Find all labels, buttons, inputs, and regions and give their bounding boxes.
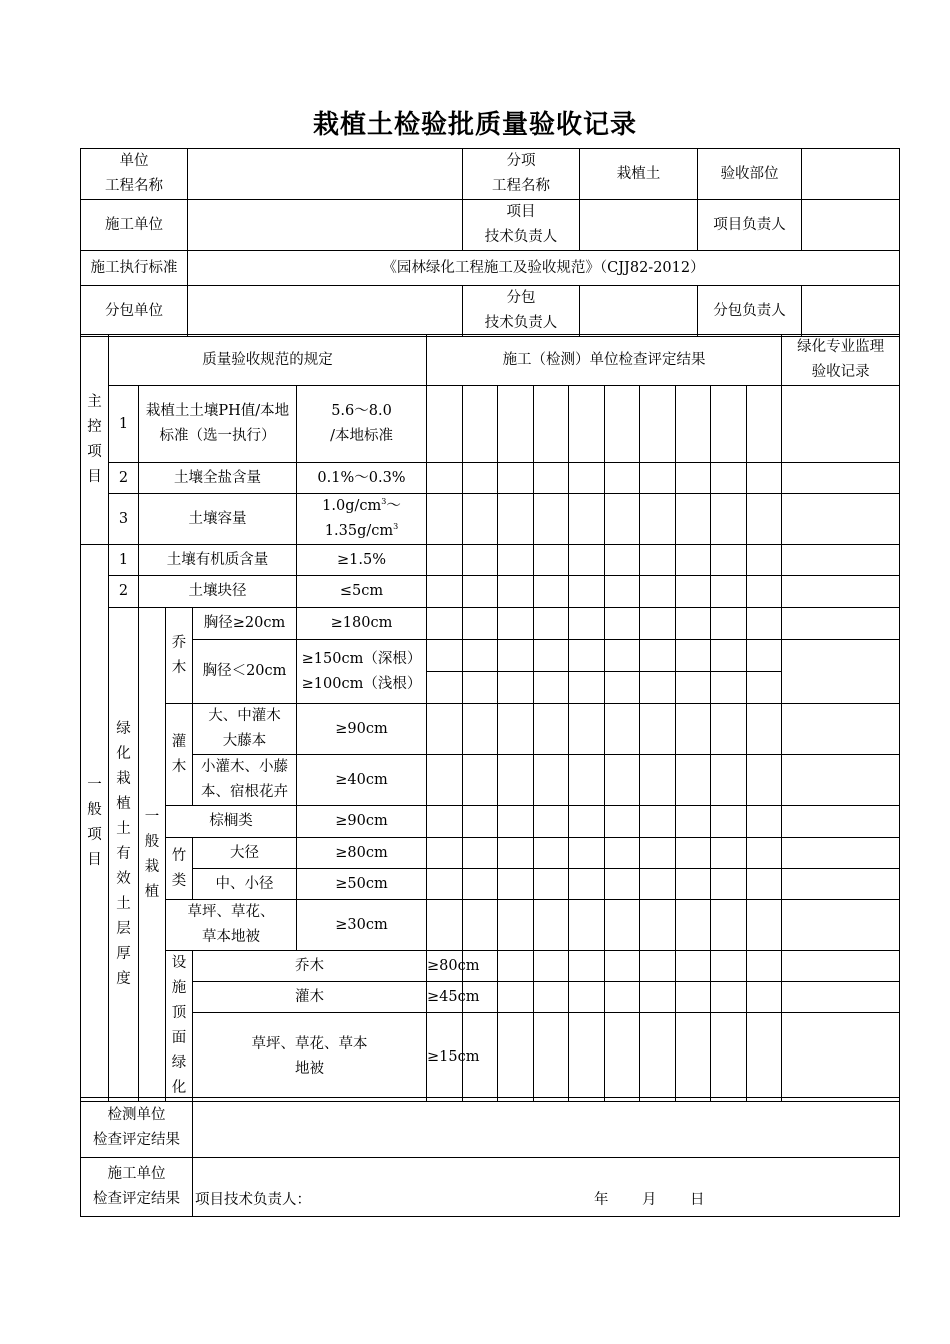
check-cell[interactable] <box>747 704 782 755</box>
check-cell[interactable] <box>569 838 605 869</box>
sub-item-value: ≥40cm <box>297 755 427 806</box>
sub-item-value: ≥150cm（深根） ≥100cm（浅根） <box>297 640 427 704</box>
check-cell[interactable] <box>747 576 782 608</box>
sub-item-name: 大径 <box>193 838 297 869</box>
shrub-label: 灌木 <box>166 704 193 806</box>
sub-item-value: ≥90cm <box>297 806 427 838</box>
sub-item-name: 乔木 <box>193 951 427 982</box>
check-cell[interactable] <box>605 640 640 672</box>
check-cell[interactable] <box>747 869 782 900</box>
check-cell[interactable] <box>427 386 463 463</box>
check-cell[interactable] <box>463 838 498 869</box>
check-cell[interactable] <box>427 494 463 545</box>
check-cell[interactable] <box>427 576 463 608</box>
item-no: 3 <box>109 494 139 545</box>
item-value: 5.6～8.0 /本地标准 <box>297 386 427 463</box>
check-cell[interactable] <box>534 545 569 576</box>
check-cell[interactable] <box>498 576 534 608</box>
check-cell[interactable] <box>534 982 569 1013</box>
supervisor-cell[interactable] <box>782 755 900 806</box>
check-cell[interactable] <box>676 1013 711 1102</box>
check-cell[interactable] <box>605 463 640 494</box>
sub-project-value: 栽植土 <box>580 149 698 200</box>
check-cell[interactable] <box>569 640 605 672</box>
check-cell[interactable] <box>711 640 747 672</box>
check-cell[interactable] <box>463 608 498 640</box>
check-cell[interactable] <box>427 463 463 494</box>
check-cell[interactable] <box>676 640 711 672</box>
check-cell[interactable] <box>747 951 782 982</box>
check-cell[interactable] <box>711 869 747 900</box>
check-cell[interactable] <box>463 869 498 900</box>
check-cell[interactable] <box>676 806 711 838</box>
check-cell[interactable] <box>747 463 782 494</box>
check-cell[interactable] <box>676 951 711 982</box>
sub-item-name: 中、小径 <box>193 869 297 900</box>
sub-item-name: 灌木 <box>193 982 427 1013</box>
check-cell[interactable] <box>569 951 605 982</box>
check-cell[interactable] <box>498 640 534 672</box>
item-no: 1 <box>109 386 139 463</box>
general-items-label: 一般项目 <box>81 545 109 1102</box>
sub-project-label: 分项 工程名称 <box>463 149 580 200</box>
item-no: 2 <box>109 576 139 608</box>
item-value: ≥1.5% <box>297 545 427 576</box>
check-cell[interactable] <box>747 982 782 1013</box>
check-cell[interactable] <box>782 982 900 1013</box>
check-cell[interactable] <box>498 900 534 951</box>
check-cell[interactable] <box>569 672 605 704</box>
check-cell[interactable] <box>676 608 711 640</box>
check-cell[interactable] <box>534 704 569 755</box>
check-cell[interactable] <box>463 386 498 463</box>
check-cell[interactable] <box>605 951 640 982</box>
check-cell[interactable] <box>498 704 534 755</box>
check-cell[interactable] <box>676 463 711 494</box>
check-cell[interactable] <box>534 463 569 494</box>
check-cell[interactable] <box>747 838 782 869</box>
check-cell[interactable] <box>427 672 463 704</box>
tech-lead-label: 项目 技术负责人 <box>463 200 580 251</box>
check-cell[interactable] <box>605 494 640 545</box>
check-cell[interactable] <box>498 1013 534 1102</box>
check-cell[interactable] <box>605 386 640 463</box>
check-cell[interactable] <box>676 900 711 951</box>
sub-item-value: ≥45cm <box>427 982 463 1013</box>
thickness-label: 绿化栽植土有效土层厚度 <box>109 608 139 1102</box>
check-cell[interactable] <box>605 545 640 576</box>
check-cell[interactable] <box>640 608 676 640</box>
check-cell[interactable] <box>498 838 534 869</box>
check-cell[interactable] <box>427 640 463 672</box>
bamboo-label: 竹类 <box>166 838 193 900</box>
check-cell[interactable] <box>534 608 569 640</box>
check-cell[interactable] <box>605 1013 640 1102</box>
sub-lead-label: 分包负责人 <box>698 286 802 337</box>
check-cell[interactable] <box>640 838 676 869</box>
check-cell[interactable] <box>747 900 782 951</box>
check-cell[interactable] <box>427 545 463 576</box>
check-cell[interactable] <box>676 755 711 806</box>
check-cell[interactable] <box>498 608 534 640</box>
check-cell[interactable] <box>498 494 534 545</box>
item-no: 1 <box>109 545 139 576</box>
sub-item-name: 草坪、草花、草本 地被 <box>193 1013 427 1102</box>
sub-item-name: 胸径≥20cm <box>193 608 297 640</box>
check-cell[interactable] <box>534 869 569 900</box>
construction-unit-label: 施工单位 <box>81 200 188 251</box>
sub-item-value: ≥50cm <box>297 869 427 900</box>
check-cell[interactable] <box>640 704 676 755</box>
item-value: ≤5cm <box>297 576 427 608</box>
sub-item-name: 胸径＜20cm <box>193 640 297 704</box>
check-cell[interactable] <box>640 386 676 463</box>
check-cell[interactable] <box>534 672 569 704</box>
check-cell[interactable] <box>676 576 711 608</box>
check-cell[interactable] <box>640 463 676 494</box>
check-cell[interactable] <box>711 838 747 869</box>
check-cell[interactable] <box>569 576 605 608</box>
standard-value: 《园林绿化工程施工及验收规范》（CJJ82-2012） <box>188 251 900 286</box>
item-value: 0.1%～0.3% <box>297 463 427 494</box>
sub-item-value: ≥80cm <box>427 951 463 982</box>
check-cell[interactable] <box>427 806 463 838</box>
check-cell[interactable] <box>498 806 534 838</box>
check-cell[interactable] <box>711 900 747 951</box>
item-no: 2 <box>109 463 139 494</box>
check-cell[interactable] <box>534 838 569 869</box>
check-cell[interactable] <box>711 463 747 494</box>
check-cell[interactable] <box>747 806 782 838</box>
sub-item-value: ≥180cm <box>297 608 427 640</box>
supervisor-cell[interactable] <box>782 386 900 463</box>
check-cell[interactable] <box>640 545 676 576</box>
check-cell[interactable] <box>569 494 605 545</box>
check-cell[interactable] <box>676 869 711 900</box>
check-cell[interactable] <box>498 869 534 900</box>
date-year: 年 <box>594 1192 609 1208</box>
tree-label: 乔木 <box>166 608 193 704</box>
check-cell[interactable] <box>427 838 463 869</box>
check-cell[interactable] <box>463 640 498 672</box>
check-cell[interactable] <box>711 494 747 545</box>
footer-table <box>80 1097 900 1217</box>
check-cell[interactable] <box>498 951 534 982</box>
check-cell[interactable] <box>676 838 711 869</box>
check-cell[interactable] <box>463 545 498 576</box>
sub-tech-lead-value[interactable] <box>580 286 698 337</box>
tech-lead-value[interactable] <box>580 200 698 251</box>
acceptance-part-label: 验收部位 <box>698 149 802 200</box>
check-cell[interactable] <box>427 755 463 806</box>
check-cell[interactable] <box>747 672 782 704</box>
check-cell[interactable] <box>747 1013 782 1102</box>
construction-unit-value[interactable] <box>188 200 463 251</box>
check-cell[interactable] <box>534 951 569 982</box>
check-cell[interactable] <box>427 608 463 640</box>
sub-item-name: 大、中灌木 大藤本 <box>193 704 297 755</box>
check-cell[interactable] <box>676 704 711 755</box>
check-cell[interactable] <box>605 982 640 1013</box>
check-cell[interactable] <box>782 1013 900 1102</box>
sub-lead-value[interactable] <box>802 286 900 337</box>
sub-item-value: ≥15cm <box>427 1013 463 1102</box>
supervisor-cell[interactable] <box>782 463 900 494</box>
unit-project-value[interactable] <box>188 149 463 200</box>
supervisor-cell[interactable] <box>782 900 900 951</box>
check-cell[interactable] <box>747 386 782 463</box>
check-cell[interactable] <box>463 672 498 704</box>
check-cell[interactable] <box>711 608 747 640</box>
check-cell[interactable] <box>711 1013 747 1102</box>
check-cell[interactable] <box>569 755 605 806</box>
check-cell[interactable] <box>498 386 534 463</box>
roof-greening-label: 设施顶面绿化 <box>166 951 193 1102</box>
check-cell[interactable] <box>534 806 569 838</box>
check-cell[interactable] <box>534 1013 569 1102</box>
check-cell[interactable] <box>605 672 640 704</box>
check-cell[interactable] <box>569 1013 605 1102</box>
check-cell[interactable] <box>640 672 676 704</box>
check-cell[interactable] <box>498 982 534 1013</box>
check-cell[interactable] <box>711 576 747 608</box>
sub-item-name: 小灌木、小藤 本、宿根花卉 <box>193 755 297 806</box>
check-cell[interactable] <box>569 386 605 463</box>
check-cell[interactable] <box>605 806 640 838</box>
standard-label: 施工执行标准 <box>81 251 188 286</box>
check-cell[interactable] <box>498 463 534 494</box>
supervisor-cell[interactable] <box>782 640 900 704</box>
item-name: 土壤有机质含量 <box>139 545 297 576</box>
check-cell[interactable] <box>640 1013 676 1102</box>
sub-item-name: 棕榈类 <box>166 806 297 838</box>
check-cell[interactable] <box>711 545 747 576</box>
sub-item-name: 草坪、草花、 草本地被 <box>166 900 297 951</box>
construction-unit-result[interactable] <box>193 1158 900 1217</box>
check-cell[interactable] <box>534 900 569 951</box>
check-cell[interactable] <box>463 576 498 608</box>
check-cell[interactable] <box>463 463 498 494</box>
check-cell[interactable] <box>498 755 534 806</box>
check-cell[interactable] <box>711 806 747 838</box>
check-cell[interactable] <box>747 640 782 672</box>
check-cell[interactable] <box>569 545 605 576</box>
check-cell[interactable] <box>676 672 711 704</box>
check-cell[interactable] <box>427 900 463 951</box>
main-control-label: 主控项目 <box>81 335 109 545</box>
check-cell[interactable] <box>534 494 569 545</box>
check-cell[interactable] <box>640 576 676 608</box>
check-cell[interactable] <box>782 951 900 982</box>
check-cell[interactable] <box>747 608 782 640</box>
check-cell[interactable] <box>640 900 676 951</box>
check-cell[interactable] <box>605 704 640 755</box>
date-day: 日 <box>690 1192 705 1208</box>
supervisor-cell[interactable] <box>782 576 900 608</box>
check-cell[interactable] <box>640 640 676 672</box>
page-title: 栽植土检验批质量验收记录 <box>312 110 637 140</box>
item-value: $1.0g/cm^3\sim$ $1.35g/cm^3$ <box>297 494 427 545</box>
check-cell[interactable] <box>498 672 534 704</box>
check-cell[interactable] <box>747 545 782 576</box>
supervisor-cell[interactable] <box>782 704 900 755</box>
check-cell[interactable] <box>569 869 605 900</box>
inspection-unit-result[interactable] <box>193 1098 900 1158</box>
check-cell[interactable] <box>569 900 605 951</box>
check-cell[interactable] <box>463 704 498 755</box>
check-cell[interactable] <box>534 640 569 672</box>
result-column-header: 施工（检测）单位检查评定结果 <box>427 335 782 386</box>
item-name: 土壤块径 <box>139 576 297 608</box>
check-cell[interactable] <box>711 951 747 982</box>
tech-lead-signature-label: 项目技术负责人： <box>195 1192 311 1208</box>
check-cell[interactable] <box>605 608 640 640</box>
check-cell[interactable] <box>498 545 534 576</box>
check-cell[interactable] <box>534 386 569 463</box>
construction-unit-result-label: 施工单位 检查评定结果 <box>81 1158 193 1217</box>
check-cell[interactable] <box>463 900 498 951</box>
supervisor-column-header: 绿化专业监理 验收记录 <box>782 335 900 386</box>
item-name: 土壤容量 <box>139 494 297 545</box>
check-cell[interactable] <box>711 704 747 755</box>
check-cell[interactable] <box>711 755 747 806</box>
check-cell[interactable] <box>463 806 498 838</box>
check-cell[interactable] <box>605 838 640 869</box>
check-cell[interactable] <box>711 386 747 463</box>
check-cell[interactable] <box>427 869 463 900</box>
check-cell[interactable] <box>569 704 605 755</box>
check-cell[interactable] <box>747 494 782 545</box>
planting-label: 一般栽植 <box>139 608 166 1102</box>
sub-item-value: ≥80cm <box>297 838 427 869</box>
check-cell[interactable] <box>534 755 569 806</box>
check-cell[interactable] <box>747 755 782 806</box>
sub-tech-lead-label: 分包 技术负责人 <box>463 286 580 337</box>
project-lead-label: 项目负责人 <box>698 200 802 251</box>
check-cell[interactable] <box>640 494 676 545</box>
check-cell[interactable] <box>640 951 676 982</box>
project-lead-value[interactable] <box>802 200 900 251</box>
check-cell[interactable] <box>605 576 640 608</box>
check-cell[interactable] <box>640 982 676 1013</box>
unit-project-label: 单位 工程名称 <box>81 149 188 200</box>
subcontract-unit-value[interactable] <box>188 286 463 337</box>
check-cell[interactable] <box>676 545 711 576</box>
supervisor-cell[interactable] <box>782 806 900 838</box>
check-cell[interactable] <box>640 869 676 900</box>
sub-item-value: ≥30cm <box>297 900 427 951</box>
check-cell[interactable] <box>711 672 747 704</box>
acceptance-part-value[interactable] <box>802 149 900 200</box>
check-cell[interactable] <box>676 982 711 1013</box>
check-cell[interactable] <box>640 755 676 806</box>
check-cell[interactable] <box>569 608 605 640</box>
check-cell[interactable] <box>640 806 676 838</box>
supervisor-cell[interactable] <box>782 869 900 900</box>
check-cell[interactable] <box>427 704 463 755</box>
subcontract-unit-label: 分包单位 <box>81 286 188 337</box>
check-cell[interactable] <box>569 463 605 494</box>
check-cell[interactable] <box>605 869 640 900</box>
check-cell[interactable] <box>463 494 498 545</box>
check-cell[interactable] <box>711 982 747 1013</box>
item-name: 土壤全盐含量 <box>139 463 297 494</box>
check-cell[interactable] <box>605 755 640 806</box>
check-cell[interactable] <box>676 386 711 463</box>
header-table <box>80 148 900 337</box>
inspection-unit-label: 检测单位 检查评定结果 <box>81 1098 193 1158</box>
spec-column-header: 质量验收规范的规定 <box>109 335 427 386</box>
supervisor-cell[interactable] <box>782 545 900 576</box>
check-cell[interactable] <box>463 755 498 806</box>
sub-item-value: ≥90cm <box>297 704 427 755</box>
supervisor-cell[interactable] <box>782 838 900 869</box>
supervisor-cell[interactable] <box>782 494 900 545</box>
check-cell[interactable] <box>676 494 711 545</box>
supervisor-cell[interactable] <box>782 608 900 640</box>
check-cell[interactable] <box>569 806 605 838</box>
date-month: 月 <box>642 1192 657 1208</box>
check-cell[interactable] <box>534 576 569 608</box>
inspection-table <box>80 334 900 1102</box>
item-name: 栽植土土壤PH值/本地标准（选一执行） <box>139 386 297 463</box>
check-cell[interactable] <box>569 982 605 1013</box>
check-cell[interactable] <box>605 900 640 951</box>
